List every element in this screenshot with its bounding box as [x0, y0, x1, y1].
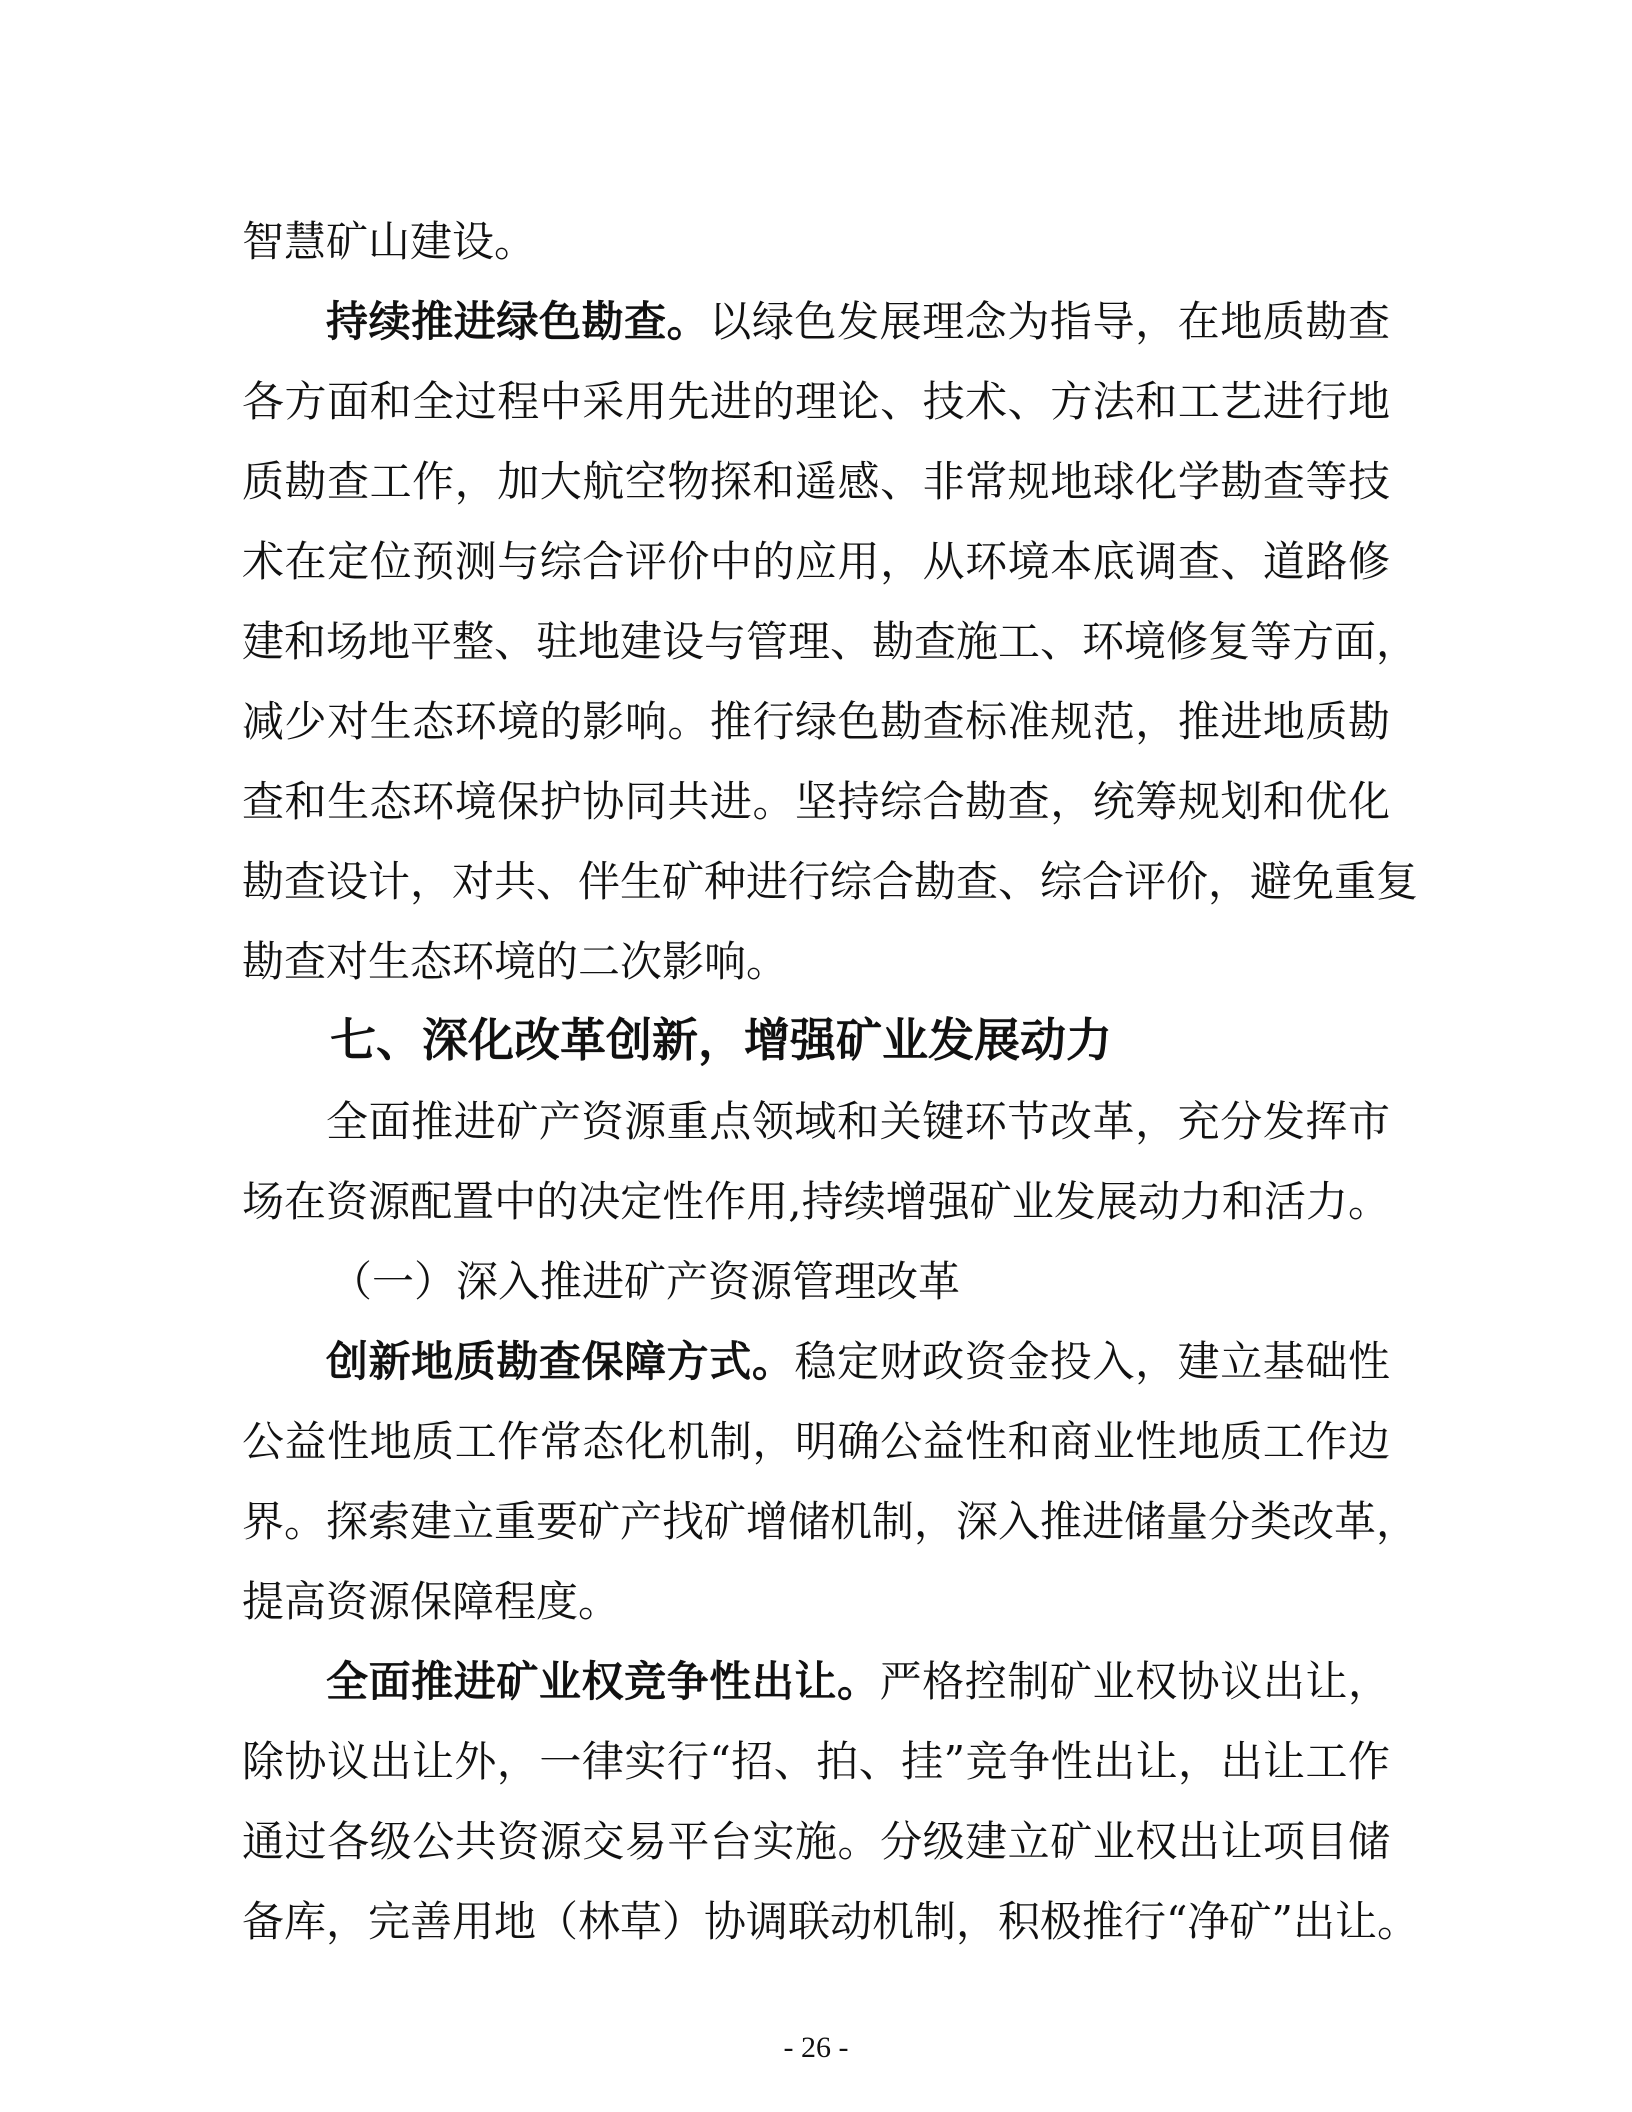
- paragraph-mining-rights-line-1: [326, 1654, 1390, 1710]
- paragraph-line: 勘查对生态环境的二次影响。: [242, 937, 789, 986]
- paragraph-lead-bold: 持续推进绿色勘查。: [326, 297, 710, 346]
- paragraph-line: 术在定位预测与综合评价中的应用，从环境本底调查、道路修: [242, 537, 1390, 586]
- paragraph-text: 以绿色发展理念为指导，在地质勘查: [709, 297, 1390, 346]
- paragraph-text: 稳定财政资金投入，建立基础性: [794, 1337, 1390, 1386]
- paragraph-line: 建和场地平整、驻地建设与管理、勘查施工、环境修复等方面，: [242, 617, 1419, 666]
- paragraph-line: 查和生态环境保护协同共进。坚持综合勘查，统筹规划和优化: [242, 777, 1390, 826]
- paragraph-line: 公益性地质工作常态化机制，明确公益性和商业性地质工作边: [242, 1417, 1390, 1466]
- paragraph-line: 勘查设计，对共、伴生矿种进行综合勘查、综合评价，避免重复: [242, 857, 1419, 906]
- paragraph-line: 减少对生态环境的影响。推行绿色勘查标准规范，推进地质勘: [242, 697, 1390, 746]
- paragraph-geological-survey-line-1: [326, 1334, 1390, 1390]
- paragraph-lead-bold: 创新地质勘查保障方式。: [326, 1337, 795, 1386]
- section-heading: 七、深化改革创新，增强矿业发展动力: [330, 1013, 1112, 1067]
- paragraph-line: 全面推进矿产资源重点领域和关键环节改革，充分发挥市: [326, 1097, 1390, 1146]
- paragraph-green-exploration-line-1: [326, 294, 1390, 350]
- paragraph-line: 备库，完善用地（林草）协调联动机制，积极推行“净矿”出让。: [242, 1897, 1419, 1946]
- paragraph-line: 质勘查工作，加大航空物探和遥感、非常规地球化学勘查等技: [242, 457, 1390, 506]
- paragraph-line: 除协议出让外，一律实行“招、拍、挂”竞争性出让，出让工作: [242, 1737, 1390, 1786]
- subsection-heading: （一）深入推进矿产资源管理改革: [330, 1257, 961, 1306]
- paragraph-text: 严格控制矿业权协议出让，: [879, 1657, 1390, 1706]
- paragraph-continuation-line: 智慧矿山建设。: [242, 217, 537, 266]
- paragraph-line: 界。探索建立重要矿产找矿增储机制，深入推进储量分类改革，: [242, 1497, 1419, 1546]
- paragraph-line: 场在资源配置中的决定性作用,持续增强矿业发展动力和活力。: [242, 1177, 1390, 1226]
- paragraph-line: 各方面和全过程中采用先进的理论、技术、方法和工艺进行地: [242, 377, 1390, 426]
- paragraph-line: 提高资源保障程度。: [242, 1577, 621, 1626]
- paragraph-line: 通过各级公共资源交易平台实施。分级建立矿业权出让项目储: [242, 1817, 1390, 1866]
- page-number: - 26 -: [783, 2031, 849, 2064]
- paragraph-lead-bold: 全面推进矿业权竞争性出让。: [326, 1657, 880, 1706]
